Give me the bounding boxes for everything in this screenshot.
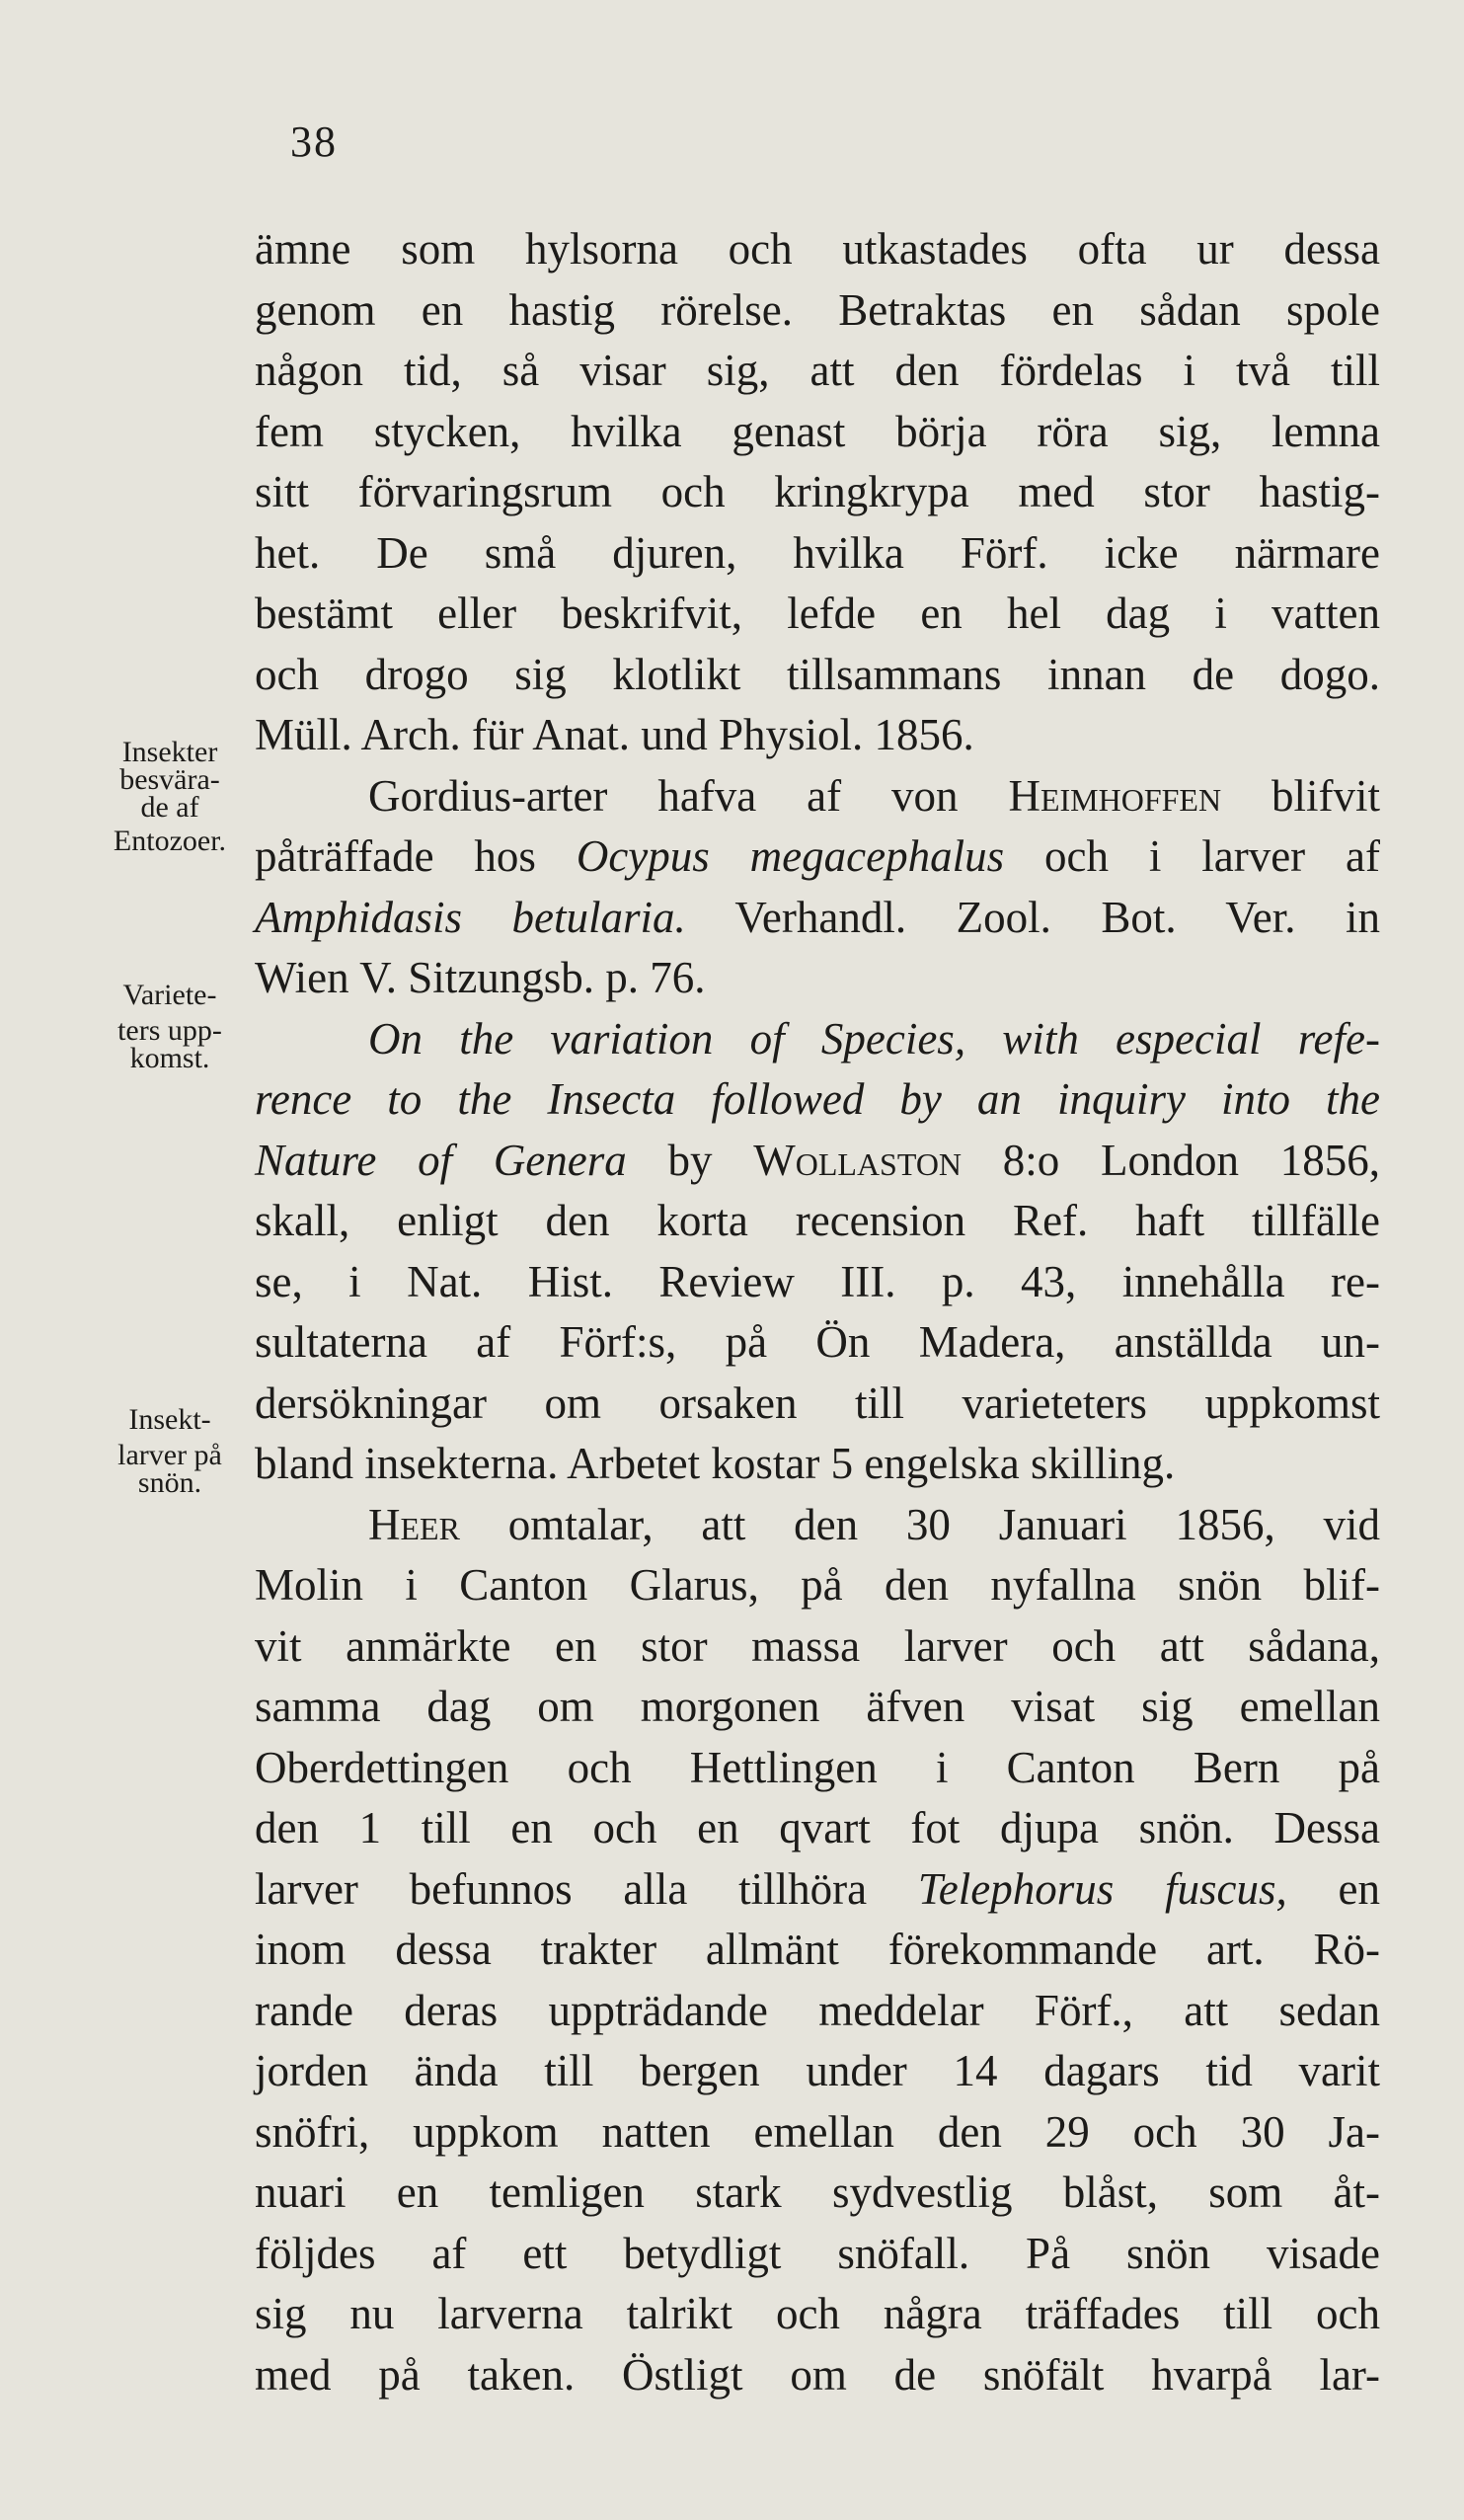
page-number: 38	[290, 118, 338, 166]
text-line: Oberdettingen och Hettlingen i Canton Bern på	[255, 1742, 1380, 1792]
text-line: bland insekterna. Arbetet kostar 5 engelska skilling.	[255, 1439, 1176, 1488]
text-line: Molin i Canton Glarus, på den nyfallna snön blif-	[255, 1560, 1380, 1610]
book-title: On the variation of Species, with especial refe-	[368, 1013, 1380, 1063]
margin-note-line: Insekt-	[128, 1403, 211, 1436]
text-line: samma dag om morgonen äfven visat sig emellan	[255, 1682, 1380, 1731]
text-line: någon tid, så visar sig, att den fördelas i två till	[255, 346, 1380, 395]
text-line: Müll. Arch. für Anat. und Physiol. 1856.	[255, 710, 974, 759]
text-line	[255, 1495, 1380, 1556]
text-line: nuari en temligen stark sydvestlig blåst, som åt-	[255, 2167, 1380, 2217]
text-line: Wien V. Sitzungsb. p. 76.	[255, 953, 706, 1002]
text-line: bestämt eller beskrifvit, lefde en hel dag i vatten	[255, 589, 1380, 638]
text-run: blifvit	[1221, 770, 1381, 821]
text-line: rande deras uppträdande meddelar Förf., att sedan	[255, 1985, 1380, 2035]
margin-note-line: Variete-	[122, 979, 217, 1011]
text-line: jorden ända till bergen under 14 dagars tid varit	[255, 2046, 1380, 2095]
text-line	[255, 1859, 1380, 1921]
text-line: fem stycken, hvilka genast börja röra sig, lemna	[255, 406, 1380, 456]
margin-note-line: besvära-	[119, 763, 220, 796]
species-name: Amphidasis betularia.	[255, 892, 686, 942]
text-line: het. De små djuren, hvilka Förf. icke närmare	[255, 527, 1380, 578]
text-line	[255, 827, 1380, 888]
text-run: 8:o London 1856,	[962, 1135, 1381, 1185]
text-line	[255, 1009, 1380, 1070]
margin-note-insektlarver	[93, 1403, 247, 1499]
book-title: rence to the Insecta followed by an inquiry into the	[255, 1074, 1380, 1124]
text-line: och drogo sig klotlikt tillsammans innan de dogo.	[255, 649, 1380, 699]
author-name: Heer	[368, 1499, 460, 1549]
text-line	[255, 1069, 1380, 1131]
margin-note-varieteters	[93, 979, 247, 1074]
text-line	[255, 1131, 1380, 1192]
margin-note-line: Entozoer.	[113, 825, 227, 857]
text-line: skall, enligt den korta recension Ref. haft tillfälle	[255, 1196, 1380, 1245]
text-line: dersökningar om orsaken till varieteters uppkomst	[255, 1378, 1380, 1428]
text-line: sitt förvaringsrum och kringkrypa med stor hastig-	[255, 467, 1380, 516]
species-name: Ocypus megacephalus	[576, 831, 1005, 881]
margin-note-line: komst.	[129, 1042, 210, 1074]
text-line: sultaterna af Förf:s, på Ön Madera, anställda un-	[255, 1317, 1380, 1367]
body-text	[255, 219, 1380, 2405]
text-run: och i larver af	[1004, 831, 1380, 881]
text-line: den 1 till en och en qvart fot djupa snön. Dessa	[255, 1803, 1380, 1852]
text-line: sig nu larverna talrikt och några träffades till och	[255, 2289, 1380, 2338]
species-name: Telephorus fuscus,	[917, 1863, 1287, 1914]
margin-note-line: Insekter	[121, 736, 218, 768]
text-line: ämne som hylsorna och utkastades ofta ur dessa	[255, 224, 1380, 274]
text-line: följdes af ett betydligt snöfall. På snön visade	[255, 2228, 1380, 2278]
text-run: Gordius-arter hafva af von	[368, 770, 1009, 821]
text-line: genom en hastig rörelse. Betraktas en sådan spole	[255, 284, 1380, 335]
text-line: inom dessa trakter allmänt förekommande art. Rö-	[255, 1925, 1380, 1974]
text-run: by	[626, 1135, 754, 1185]
text-line: snöfri, uppkom natten emellan den 29 och 30 Ja-	[255, 2106, 1380, 2157]
text-line: med på taken. Östligt om de snöfält hvarpå lar-	[255, 2349, 1380, 2400]
margin-note-line: snön.	[137, 1466, 202, 1499]
margin-note-line: de af	[140, 791, 199, 824]
margin-note-insekter	[93, 736, 247, 857]
margin-note-line: ters upp-	[117, 1014, 222, 1047]
text-run: en	[1286, 1863, 1381, 1914]
book-title: Nature of Genera	[255, 1135, 627, 1185]
text-line: vit anmärkte en stor massa larver och att sådana,	[255, 1620, 1380, 1671]
author-name: Heimhoffen	[1008, 770, 1222, 821]
text-run: omtalar, att den 30 Januari 1856, vid	[459, 1499, 1380, 1549]
text-run: påträffade hos	[255, 831, 577, 881]
text-run: Verhandl. Zool. Bot. Ver. in	[685, 892, 1380, 942]
text-line: se, i Nat. Hist. Review III. p. 43, innehålla re-	[255, 1256, 1380, 1306]
author-name: Wollaston	[753, 1135, 963, 1185]
text-line	[255, 766, 1380, 827]
margin-note-line: larver på	[117, 1439, 222, 1471]
text-line	[255, 888, 1380, 949]
text-run: larver befunnos alla tillhöra	[255, 1863, 918, 1914]
